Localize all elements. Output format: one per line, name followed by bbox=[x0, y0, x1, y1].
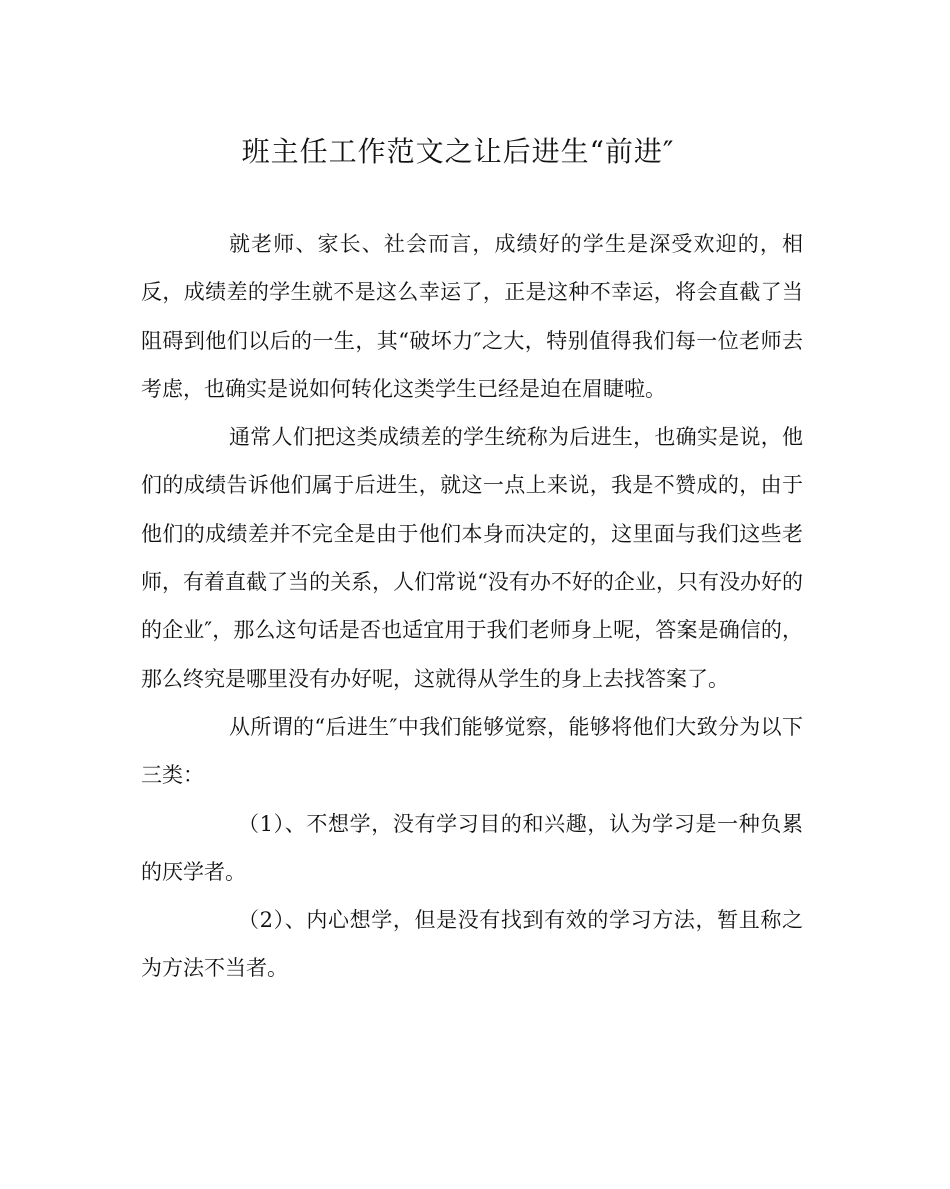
list-item-category-2: （2）、内心想学，但是没有找到有效的学习方法，暂且称之为方法不当者。 bbox=[141, 908, 803, 981]
document-body bbox=[141, 220, 803, 993]
paragraph-categories: 从所谓的“后进生″中我们能够觉察，能够将他们大致分为以下三类： bbox=[141, 714, 803, 788]
paragraph-backward-students: 通常人们把这类成绩差的学生统称为后进生，也确实是说，他们的成绩告诉他们属于后进生，就这一点上来说，我是不赞成的，由于他们的成绩差并不完全是由于他们本身而决定的，这里面与我们这些老师，有着直截了当的关系，人们常说“没有办不好的企业，只有没办好的的企业″，那么这句话是否也适宜用于我们老师身上呢，答案是确信的，那么终究是哪里没有办好呢，这就得从学生的身上去找答案了。 bbox=[141, 425, 803, 691]
list-item-category-1: （1）、不想学，没有学习目的和兴趣，认为学习是一种负累的厌学者。 bbox=[141, 811, 803, 884]
paragraph-intro: 就老师、家长、社会而言，成绩好的学生是深受欢迎的，相反，成绩差的学生就不是这么幸运了，正是这种不幸运，将会直截了当阻碍到他们以后的一生，其“破坏力″之大，特别值得我们每一位老师去考虑，也确实是说如何转化这类学生已经是迫在眉睫啦。 bbox=[141, 232, 803, 401]
document-title: 班主任工作范文之让后进生“前进″ bbox=[241, 135, 675, 168]
